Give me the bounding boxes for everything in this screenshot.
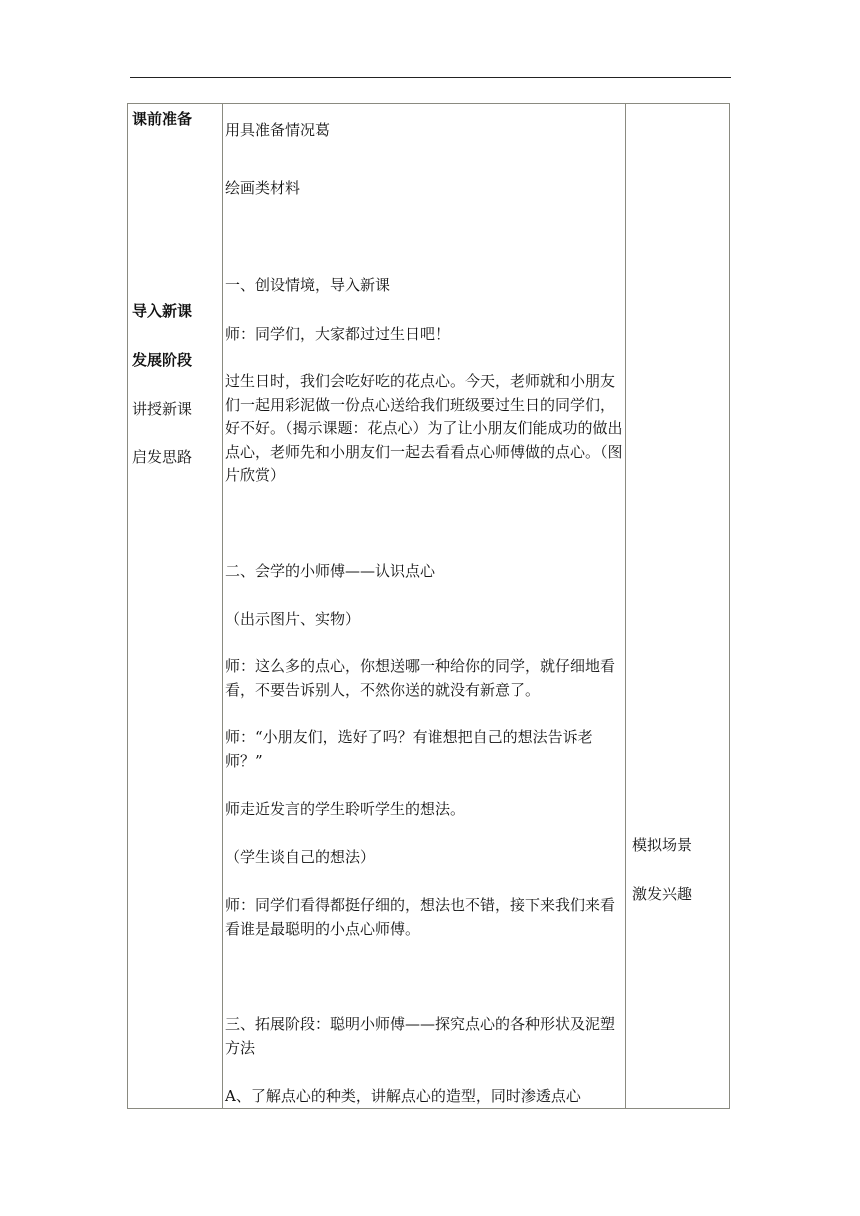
para-teacher-birthday: 师：同学们，大家都过过生日吧！ bbox=[225, 325, 451, 343]
section-heading-1: 一、创设情境，导入新课 bbox=[225, 276, 391, 294]
label-intro: 导入新课 bbox=[132, 302, 193, 320]
header-rule bbox=[130, 77, 731, 78]
para-teacher-praise: 师：同学们看得都挺仔细的，想法也不错，接下来我们来看看谁是最聪明的小点心师傅。 bbox=[225, 896, 616, 938]
para-materials: 用具准备情况葛 bbox=[225, 121, 331, 139]
para-teacher-question: 师：“小朋友们，选好了吗？有谁想把自己的想法告诉老师？” bbox=[225, 728, 593, 770]
para-show-pictures: （出示图片、实物） bbox=[225, 610, 361, 628]
label-prep: 课前准备 bbox=[132, 110, 193, 128]
para-choose-dessert: 师：这么多的点心，你想送哪一种给你的同学，就仔细地看看，不要告诉别人，不然你送的就没有新意了。 bbox=[225, 657, 616, 699]
lesson-plan-table bbox=[127, 103, 730, 1109]
para-drawing-materials: 绘画类材料 bbox=[225, 179, 301, 197]
note-simulate-scene: 模拟场景 bbox=[632, 836, 693, 854]
para-students-talk: （学生谈自己的想法） bbox=[225, 848, 376, 866]
para-teacher-listens: 师走近发言的学生聆听学生的想法。 bbox=[225, 800, 466, 818]
section-heading-2: 二、会学的小师傅——认识点心 bbox=[225, 562, 436, 580]
para-birthday-intro: 过生日时，我们会吃好吃的花点心。今天，老师就和小朋友们一起用彩泥做一份点心送给我们班级要过生日的同学们，好不好。（揭示课题：花点心）为了让小朋友们能成功的做出点心，老师先和小朋友们一起去看看点心师傅做的点心。（图片欣赏） bbox=[225, 372, 623, 484]
column-divider-left bbox=[222, 104, 223, 1108]
note-spark-interest: 激发兴趣 bbox=[632, 885, 693, 903]
section-heading-3: 三、拓展阶段：聪明小师傅——探究点心的各种形状及泥塑方法 bbox=[225, 1015, 616, 1057]
label-inspire: 启发思路 bbox=[132, 448, 193, 466]
column-divider-right bbox=[625, 104, 626, 1108]
para-dessert-types: A、了解点心的种类，讲解点心的造型，同时渗透点心 bbox=[225, 1087, 581, 1105]
label-develop: 发展阶段 bbox=[132, 351, 193, 369]
label-teach: 讲授新课 bbox=[132, 400, 193, 418]
